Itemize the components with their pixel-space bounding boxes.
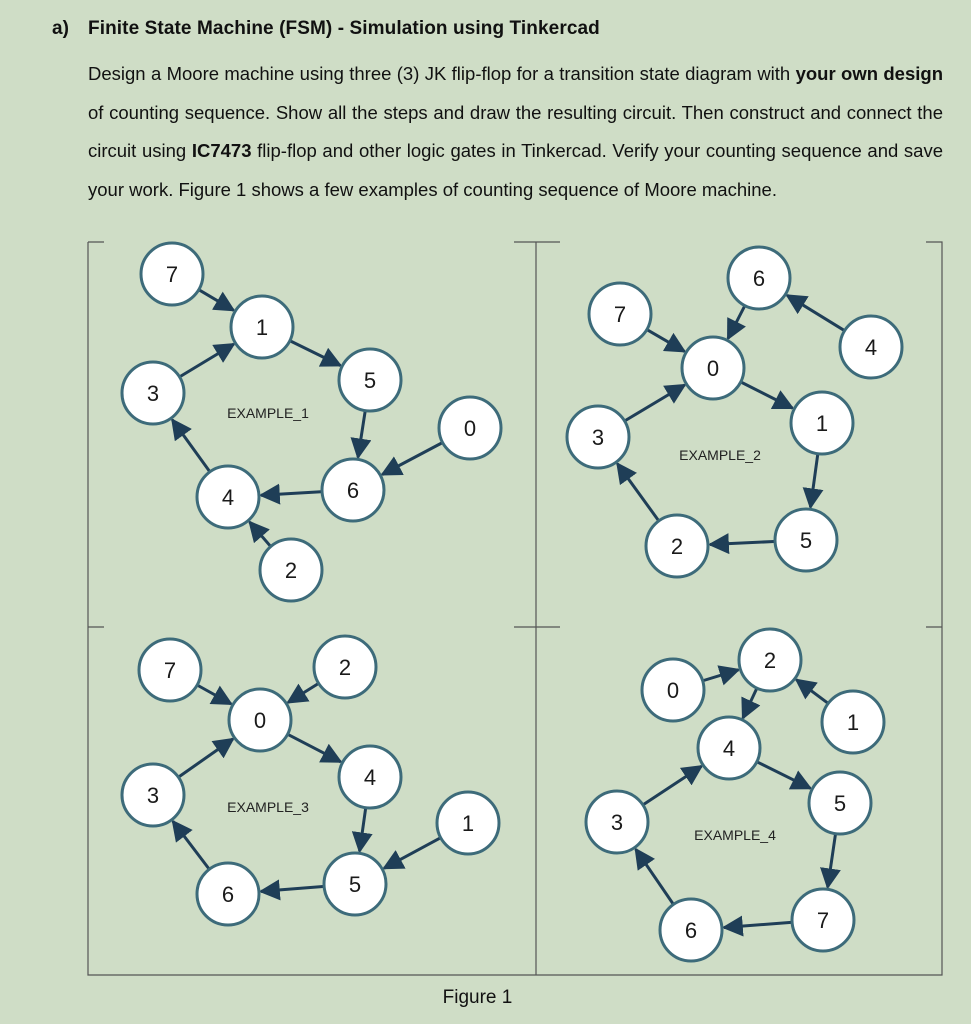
transition-arrow-0-to-6	[382, 443, 442, 475]
example-label: EXAMPLE_3	[227, 799, 309, 815]
transition-arrow-4-to-3	[172, 420, 209, 471]
state-label-3: 3	[146, 783, 160, 808]
transition-arrow-2-to-0	[288, 684, 318, 703]
state-label-2: 2	[338, 655, 352, 680]
transition-arrow-3-to-0	[625, 385, 684, 421]
heading-title: Finite State Machine (FSM) - Simulation using Tinkercad	[88, 18, 600, 39]
state-label-4: 4	[722, 736, 736, 761]
state-label-5: 5	[799, 528, 813, 553]
paragraph-text-1: Design a Moore machine using three (3) JK flip-flop for a transition state diagram with	[88, 63, 791, 84]
state-label-1: 1	[846, 710, 860, 735]
state-label-2: 2	[763, 648, 777, 673]
transition-arrow-5-to-7	[828, 835, 836, 888]
transition-arrow-7-to-1	[200, 290, 234, 310]
transition-arrow-4-to-5	[360, 809, 366, 852]
state-label-5: 5	[833, 791, 847, 816]
transition-arrow-7-to-0	[198, 686, 231, 705]
state-label-3: 3	[610, 810, 624, 835]
state-diagram-2	[567, 247, 902, 577]
transition-arrow-6-to-0	[728, 307, 744, 339]
example-label: EXAMPLE_2	[679, 447, 761, 463]
transition-arrow-0-to-4	[288, 735, 340, 762]
transition-arrow-7-to-0	[648, 330, 685, 351]
state-diagram-4	[586, 629, 884, 961]
state-label-2: 2	[670, 534, 684, 559]
transition-arrow-0-to-2	[704, 670, 739, 681]
state-label-2: 2	[284, 558, 298, 583]
transition-arrow-5-to-6	[261, 887, 323, 892]
state-label-5: 5	[348, 872, 362, 897]
paragraph-text-3: flip-flop and other logic gates in Tinkercad. Verify your counting sequence and save your work. Figure 1 shows a few examples of counting sequence of Moore machine.	[88, 140, 943, 200]
transition-arrow-1-to-5	[291, 341, 341, 365]
transition-arrow-1-to-5	[811, 455, 818, 508]
state-label-4: 4	[363, 765, 377, 790]
transition-arrow-3-to-1	[180, 344, 233, 376]
transition-arrow-2-to-3	[617, 464, 658, 520]
state-label-7: 7	[165, 262, 179, 287]
state-label-1: 1	[255, 315, 269, 340]
transition-arrow-3-to-0	[179, 739, 233, 777]
heading-label: a)	[52, 18, 70, 39]
transition-arrow-1-to-2	[796, 680, 827, 703]
state-label-0: 0	[253, 708, 267, 733]
example-label: EXAMPLE_4	[694, 827, 776, 843]
state-label-0: 0	[666, 678, 680, 703]
transition-arrow-3-to-4	[644, 766, 702, 804]
state-label-4: 4	[864, 335, 878, 360]
transition-arrow-4-to-5	[758, 762, 811, 788]
transition-arrow-1-to-5	[384, 838, 440, 868]
state-label-5: 5	[363, 368, 377, 393]
transition-arrow-0-to-1	[742, 382, 793, 408]
state-label-6: 6	[752, 266, 766, 291]
state-label-0: 0	[463, 416, 477, 441]
state-label-1: 1	[815, 411, 829, 436]
paragraph-bold-own-design: your own design	[795, 63, 944, 84]
transition-arrow-2-to-4	[743, 689, 757, 718]
figure-caption-text: Figure 1	[442, 987, 513, 1008]
transition-arrow-4-to-6	[787, 295, 844, 330]
state-diagram-1	[122, 243, 501, 601]
transition-arrow-6-to-4	[261, 492, 321, 495]
state-diagram-3	[122, 636, 499, 925]
state-label-6: 6	[346, 478, 360, 503]
state-label-7: 7	[163, 658, 177, 683]
figure-caption	[0, 987, 971, 1009]
state-label-7: 7	[613, 302, 627, 327]
transition-arrow-5-to-2	[710, 542, 774, 545]
transition-arrow-7-to-6	[724, 922, 791, 927]
state-label-7: 7	[816, 908, 830, 933]
paragraph-text-2: of counting sequence. Show all the steps and draw the resulting circuit. Then construct and connect the circuit using	[88, 101, 943, 161]
transition-arrow-6-to-3	[173, 821, 209, 868]
state-label-4: 4	[221, 485, 235, 510]
state-label-3: 3	[146, 381, 160, 406]
transition-arrow-5-to-6	[358, 412, 365, 458]
state-label-0: 0	[706, 356, 720, 381]
transition-arrow-6-to-3	[636, 849, 673, 903]
state-label-1: 1	[461, 811, 475, 836]
transition-arrow-2-to-4	[250, 522, 271, 546]
state-label-6: 6	[221, 882, 235, 907]
example-label: EXAMPLE_1	[227, 405, 309, 421]
paragraph-bold-ic7473: IC7473	[191, 140, 252, 161]
state-label-3: 3	[591, 425, 605, 450]
state-label-6: 6	[684, 918, 698, 943]
